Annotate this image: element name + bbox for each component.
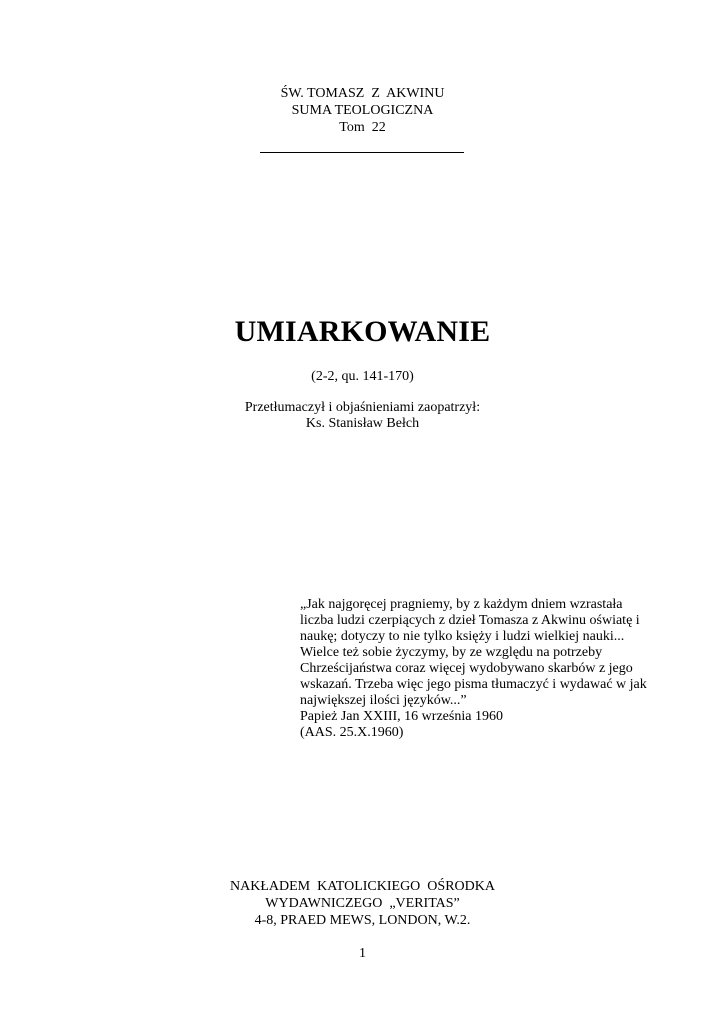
translator-role: Przetłumaczył i objaśnieniami zaopatrzył: xyxy=(244,400,481,415)
quote-line: liczba ludzi czerpiących z dzieł Tomasza z Akwinu oświatę i xyxy=(300,613,640,628)
page-title: UMIARKOWANIE xyxy=(234,315,491,348)
author-name: ŚW. TOMASZ Z AKWINU xyxy=(280,86,445,101)
publisher-block xyxy=(0,878,725,929)
page-number: 1 xyxy=(359,946,366,961)
question-range: (2-2, qu. 141-170) xyxy=(311,369,414,384)
quote-line: naukę; dotyczy to nie tylko księży i ludzi wielkiej nauki... xyxy=(300,629,625,644)
quote-line: Wielce też sobie życzymy, by ze względu na potrzeby xyxy=(300,645,603,660)
quote-line: największej ilości języków...” xyxy=(300,693,467,708)
quote-line: „Jak najgoręcej pragniemy, by z każdym dniem wzrastała xyxy=(300,597,623,612)
volume-number: Tom 22 xyxy=(339,120,386,135)
quote-line: Chrześcijaństwa coraz więcej wydobywano skarbów z jego xyxy=(300,661,633,676)
translator-name: Ks. Stanisław Bełch xyxy=(305,416,420,431)
header-block xyxy=(0,85,725,136)
translator-credit xyxy=(0,400,725,432)
publisher-line: WYDAWNICZEGO „VERITAS” xyxy=(265,896,460,911)
epigraph-quote xyxy=(300,597,650,741)
header-divider xyxy=(260,152,464,153)
quote-line: wskazań. Trzeba więc jego pisma tłumaczyć i wydawać w jak xyxy=(300,677,647,692)
quote-source: (AAS. 25.X.1960) xyxy=(300,725,404,740)
quote-attribution: Papież Jan XXIII, 16 września 1960 xyxy=(300,709,503,724)
publisher-line: NAKŁADEM KATOLICKIEGO OŚRODKA xyxy=(230,879,495,894)
publisher-address: 4-8, PRAED MEWS, LONDON, W.2. xyxy=(254,913,471,928)
series-title: SUMA TEOLOGICZNA xyxy=(291,103,434,118)
